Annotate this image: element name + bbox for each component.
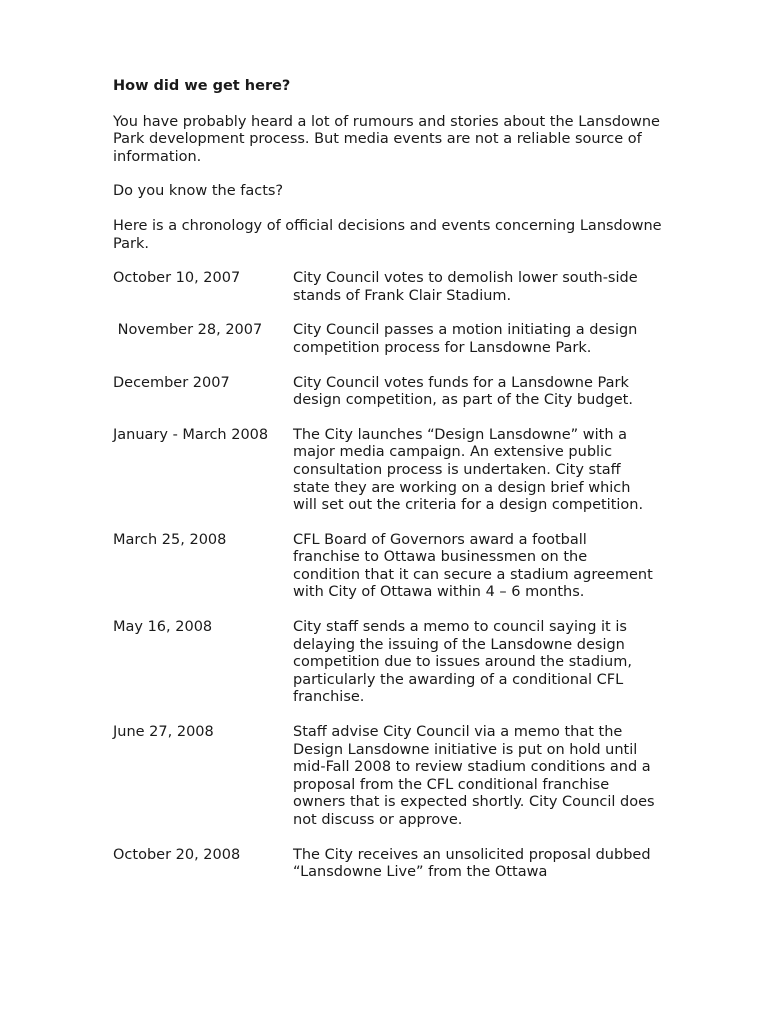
chronology-entry bbox=[113, 322, 673, 357]
chronology-entry bbox=[113, 619, 673, 707]
entry-description: City Council votes funds for a Lansdowne Park design competition, as part of the City budget. bbox=[293, 374, 633, 409]
entry-description: The City launches “Design Lansdowne” with a major media campaign. An extensive public consultation process is undertaken. City staff state they are working on a design brief which will set out the criteria for a design competition. bbox=[293, 426, 644, 514]
entry-date: October 10, 2007 bbox=[113, 270, 241, 287]
chronology-entry bbox=[113, 532, 673, 602]
entry-description: CFL Board of Governors award a football franchise to Ottawa businessmen on the condition that it can secure a stadium agreement with City of Ottawa within 4 – 6 months. bbox=[293, 531, 653, 601]
question-paragraph: Do you know the facts? bbox=[113, 183, 284, 200]
chronology-intro-paragraph: Here is a chronology of official decisions and events concerning Lansdowne Park. bbox=[113, 217, 662, 252]
entry-date: November 28, 2007 bbox=[113, 322, 263, 339]
entry-date: December 2007 bbox=[113, 374, 230, 391]
chronology-entry bbox=[113, 270, 673, 305]
entry-description: City Council passes a motion initiating a design competition process for Lansdowne Park. bbox=[293, 322, 638, 356]
chronology-entry bbox=[113, 847, 673, 882]
chronology-entry bbox=[113, 724, 673, 830]
entry-date: January - March 2008 bbox=[113, 426, 269, 443]
entry-description: City staff sends a memo to council saying it is delaying the issuing of the Lansdowne design competition due to issues around the stadium, particularly the awarding of a conditional CFL franchise. bbox=[293, 619, 632, 706]
entry-date: October 20, 2008 bbox=[113, 846, 241, 863]
entry-description: City Council votes to demolish lower south-side stands of Frank Clair Stadium. bbox=[293, 270, 638, 304]
entry-description: The City receives an unsolicited proposal dubbed “Lansdowne Live” from the Ottawa bbox=[293, 846, 651, 881]
chronology-entry bbox=[113, 375, 673, 410]
document-page bbox=[113, 78, 673, 899]
chronology-entry bbox=[113, 427, 673, 515]
intro-paragraph: You have probably heard a lot of rumours and stories about the Lansdowne Park development process. But media events are not a reliable source of information. bbox=[113, 113, 660, 165]
entry-date: March 25, 2008 bbox=[113, 531, 227, 548]
entry-date: May 16, 2008 bbox=[113, 619, 213, 636]
entry-description: Staff advise City Council via a memo that the Design Lansdowne initiative is put on hold until mid-Fall 2008 to review stadium conditions and a proposal from the CFL conditional franchise owners that is expected shortly. City Council does not discuss or approve. bbox=[293, 724, 655, 828]
entry-date: June 27, 2008 bbox=[113, 724, 214, 741]
document-heading: How did we get here? bbox=[113, 78, 291, 94]
chronology-list bbox=[113, 270, 673, 882]
